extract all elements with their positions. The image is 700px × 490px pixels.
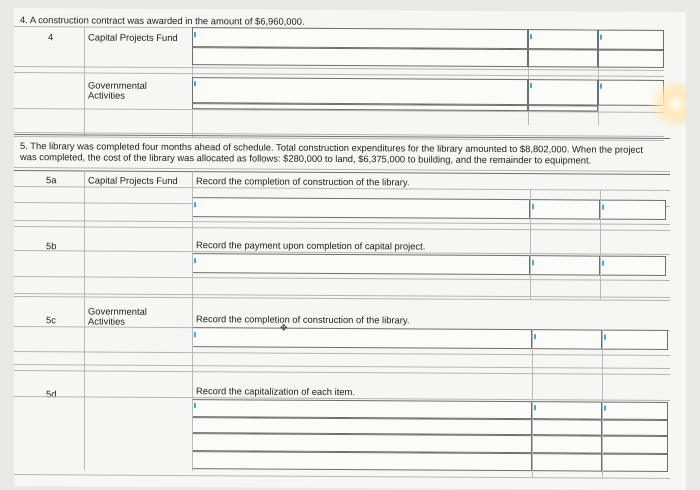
description-input[interactable]: [192, 27, 528, 49]
debit-input[interactable]: [528, 79, 598, 105]
debit-input[interactable]: [532, 435, 602, 453]
debit-input[interactable]: [532, 329, 602, 349]
credit-input[interactable]: [602, 454, 668, 472]
account-label: Capital Projects Fund: [88, 174, 178, 186]
description-input[interactable]: [192, 451, 532, 471]
debit-input[interactable]: [528, 29, 598, 49]
worksheet: [14, 8, 686, 490]
debit-input[interactable]: [530, 199, 600, 219]
row-number: 5b: [46, 240, 57, 252]
credit-input[interactable]: [602, 402, 668, 420]
mouse-cursor-icon: ✥: [280, 322, 288, 333]
account-label: Governmental Activities: [88, 79, 147, 101]
credit-input[interactable]: [602, 436, 668, 454]
row-description: Record the completion of construction of the library.: [196, 313, 410, 326]
debit-input[interactable]: [532, 419, 602, 435]
debit-input[interactable]: [528, 49, 598, 67]
question-5-prompt-line-1: 5. The library was completed four months ahead of schedule. Total construction expenditures for the library amounted to $8,802,000. When the project: [20, 140, 643, 155]
row-number: 5a: [46, 174, 57, 186]
question-4-prompt: 4. A construction contract was awarded in the amount of $6,960,000.: [20, 14, 305, 27]
row-number: 5c: [46, 314, 56, 326]
credit-input[interactable]: [600, 256, 666, 276]
description-input[interactable]: [192, 327, 532, 349]
debit-input[interactable]: [532, 401, 602, 419]
description-input[interactable]: [192, 399, 532, 419]
debit-input[interactable]: [528, 105, 598, 111]
row-description: Record the capitalization of each item.: [196, 385, 355, 398]
description-input[interactable]: [192, 253, 530, 275]
description-input[interactable]: [192, 77, 528, 105]
debit-input[interactable]: [532, 453, 602, 471]
account-label: Capital Projects Fund: [88, 31, 178, 43]
question-5-prompt-line-2: was completed, the cost of the library was allocated as follows: $280,000 to land, $6,375,000 to building, and the remainder to equipment.: [20, 151, 592, 166]
credit-input[interactable]: [602, 420, 668, 436]
description-input[interactable]: [192, 47, 528, 67]
credit-input[interactable]: [602, 330, 668, 350]
credit-input[interactable]: [598, 30, 664, 50]
row-number: 5d: [46, 388, 57, 400]
credit-input[interactable]: [600, 200, 666, 220]
row-description: Record the payment upon completion of capital project.: [196, 239, 426, 252]
description-input[interactable]: [192, 433, 532, 453]
light-glare: [646, 82, 686, 126]
debit-input[interactable]: [530, 255, 600, 275]
description-input[interactable]: [192, 197, 530, 219]
credit-input[interactable]: [598, 50, 664, 68]
row-number: 4: [48, 31, 54, 43]
account-label: Governmental Activities: [88, 305, 147, 327]
row-description: Record the completion of construction of the library.: [196, 175, 410, 188]
